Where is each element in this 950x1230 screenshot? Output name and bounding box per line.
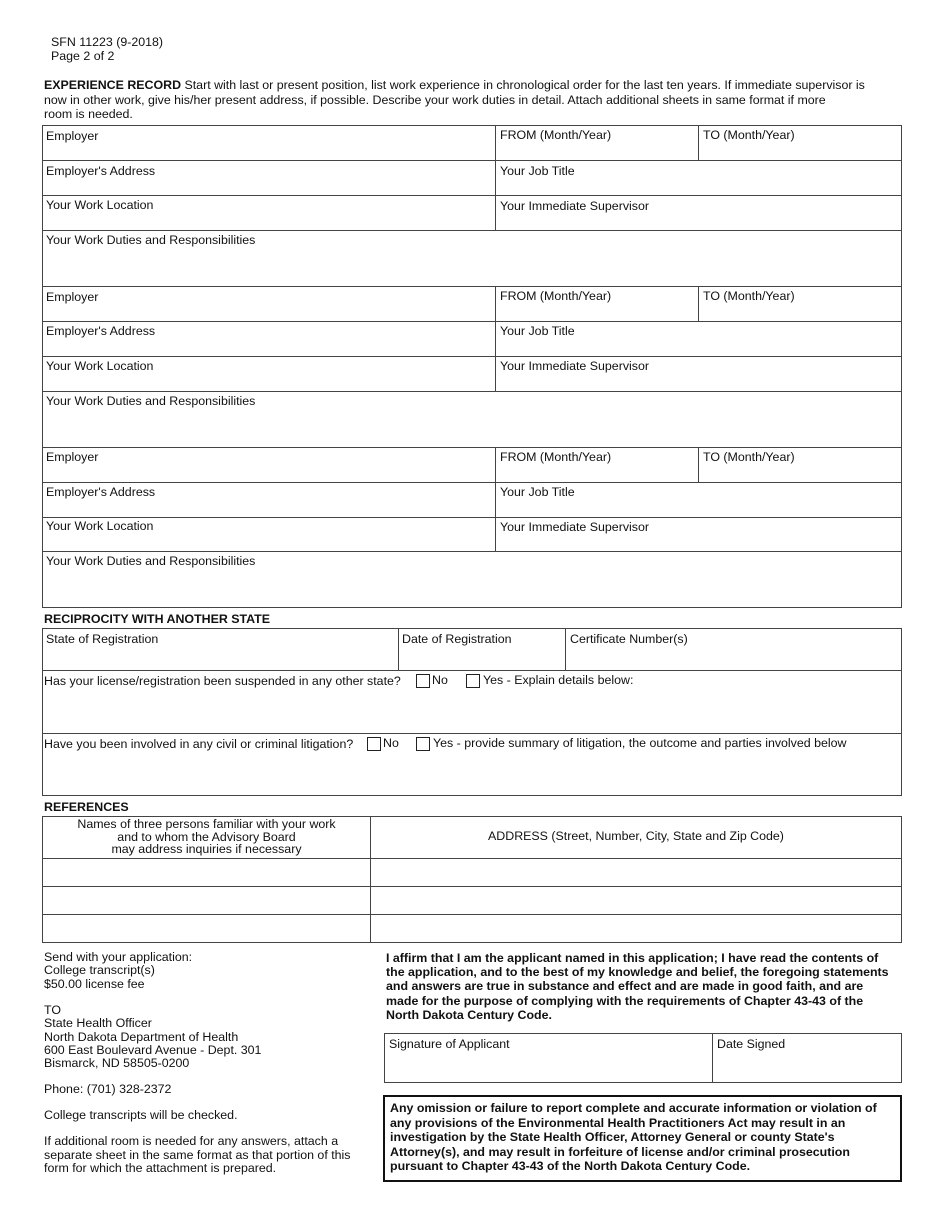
litigation-no-checkbox[interactable]	[367, 737, 381, 751]
experience-intro-line1	[44, 79, 865, 93]
to-date-2-label: TO (Month/Year)	[703, 289, 795, 303]
litigation-question: Have you been involved in any civil or criminal litigation?	[44, 737, 354, 751]
affirmation-statement	[386, 951, 889, 1022]
supervisor-3-label: Your Immediate Supervisor	[500, 520, 649, 534]
experience-intro-text: Start with last or present position, list work experience in chronological order for the last ten years. If immediate supervisor is	[184, 78, 865, 92]
date-signed-label: Date Signed	[717, 1037, 786, 1051]
reference-1-name-field[interactable]	[43, 859, 370, 886]
supervisor-1-label: Your Immediate Supervisor	[500, 199, 649, 213]
reference-2-name-field[interactable]	[43, 887, 370, 914]
work-duties-2-label: Your Work Duties and Responsibilities	[46, 394, 256, 408]
employer-3-label: Employer	[46, 450, 99, 464]
room-line3: form for which the attachment is prepared.	[44, 1161, 277, 1175]
send-line3: $50.00 license fee	[44, 976, 145, 991]
affirm-line1: I affirm that I am the applicant named in this application; I have read the contents of	[386, 951, 879, 965]
employer-2-label: Employer	[46, 290, 99, 304]
employer-address-1-label: Employer's Address	[46, 164, 156, 178]
employer-2-field[interactable]	[43, 287, 495, 321]
reference-3-name-field[interactable]	[43, 915, 370, 942]
from-date-1-label: FROM (Month/Year)	[500, 128, 612, 142]
phone-number: Phone: (701) 328-2372	[44, 1082, 172, 1096]
reference-3-address-field[interactable]	[371, 915, 901, 942]
work-duties-3-label: Your Work Duties and Responsibilities	[46, 554, 256, 568]
work-location-1-label: Your Work Location	[46, 198, 154, 212]
references-names-header	[43, 818, 370, 856]
reference-1-address-field[interactable]	[371, 859, 901, 886]
suspended-explanation-field[interactable]	[43, 692, 901, 733]
names-header-line1: Names of three persons familiar with your work	[77, 817, 336, 831]
warning-line3: investigation by the State Health Officer, Attorney General or county State's	[390, 1130, 835, 1145]
references-title: REFERENCES	[44, 800, 129, 814]
to-date-1-label: TO (Month/Year)	[703, 128, 795, 142]
employer-address-2-label: Employer's Address	[46, 324, 156, 338]
employer-1-field[interactable]	[43, 126, 495, 160]
warning-line1: Any omission or failure to report complete and accurate information or violation of	[390, 1101, 877, 1115]
mail-addr3: 600 East Boulevard Avenue - Dept. 301	[44, 1042, 262, 1057]
suspended-no-checkbox[interactable]	[416, 674, 430, 688]
from-date-2-label: FROM (Month/Year)	[500, 289, 612, 303]
to-date-3-label: TO (Month/Year)	[703, 450, 795, 464]
state-of-registration-label: State of Registration	[46, 632, 159, 646]
employer-3-field[interactable]	[43, 448, 495, 482]
job-title-3-label: Your Job Title	[500, 485, 575, 499]
mail-addr4: Bismarck, ND 58505-0200	[44, 1056, 190, 1071]
mail-addr1: State Health Officer	[44, 1016, 152, 1031]
mail-addr2: North Dakota Department of Health	[44, 1029, 239, 1044]
employer-address-3-label: Employer's Address	[46, 485, 156, 499]
work-location-3-label: Your Work Location	[46, 519, 154, 533]
litigation-summary-field[interactable]	[43, 755, 901, 795]
affirm-line2: the application, and to the best of my knowledge and belief, the foregoing statements	[386, 965, 889, 980]
suspended-yes-label: Yes - Explain details below:	[483, 673, 634, 687]
reciprocity-title: RECIPROCITY WITH ANOTHER STATE	[44, 612, 271, 626]
signature-label: Signature of Applicant	[389, 1037, 510, 1051]
suspended-yes-checkbox[interactable]	[466, 674, 480, 688]
litigation-yes-checkbox[interactable]	[416, 737, 430, 751]
warning-line4: Attorney(s), and may result in forfeiture of license and/or criminal prosecution	[390, 1144, 850, 1159]
affirm-line3: and answers are true in substance and effect and are made in good faith, and are	[386, 979, 864, 994]
warning-text	[390, 1101, 877, 1174]
work-duties-1-label: Your Work Duties and Responsibilities	[46, 233, 256, 247]
room-line2: separate sheet in the same format as that portion of this	[44, 1147, 351, 1162]
affirm-line5: North Dakota Century Code.	[386, 1007, 552, 1022]
send-with-application	[44, 951, 192, 991]
suspended-question: Has your license/registration been suspended in any other state?	[44, 674, 401, 688]
names-header-line3: may address inquiries if necessary	[111, 842, 302, 856]
from-date-3-label: FROM (Month/Year)	[500, 450, 612, 464]
litigation-yes-label: Yes - provide summary of litigation, the outcome and parties involved below	[433, 736, 847, 750]
additional-room-note	[44, 1135, 351, 1176]
certificate-number-label: Certificate Number(s)	[570, 632, 688, 646]
work-location-2-label: Your Work Location	[46, 359, 154, 373]
warning-line5: pursuant to Chapter 43-43 of the North Dakota Century Code.	[390, 1159, 751, 1174]
room-line1: If additional room is needed for any answers, attach a	[44, 1134, 339, 1148]
page-number: Page 2 of 2	[51, 49, 115, 63]
experience-title: EXPERIENCE RECORD	[44, 78, 182, 92]
references-address-header: ADDRESS (Street, Number, City, State and Zip Code)	[488, 829, 784, 843]
date-of-registration-label: Date of Registration	[402, 632, 512, 646]
form-number: SFN 11223 (9-2018)	[51, 35, 164, 49]
experience-intro-line3: room is needed.	[44, 107, 133, 121]
experience-intro-line2: now in other work, give his/her present address, if possible. Describe your work duties in detail. Attach additional sheets in same format if more	[44, 93, 826, 107]
send-line2: College transcript(s)	[44, 963, 155, 978]
send-line1: Send with your application:	[44, 950, 193, 964]
suspended-no-label: No	[432, 673, 448, 687]
employer-1-label: Employer	[46, 129, 99, 143]
job-title-1-label: Your Job Title	[500, 164, 575, 178]
affirm-line4: made for the purpose of complying with the requirements of Chapter 43-43 of the	[386, 993, 864, 1008]
transcripts-note: College transcripts will be checked.	[44, 1108, 238, 1122]
litigation-no-label: No	[383, 736, 399, 750]
reference-2-address-field[interactable]	[371, 887, 901, 914]
job-title-2-label: Your Job Title	[500, 324, 575, 338]
warning-line2: any provisions of the Environmental Health Practitioners Act may result in an	[390, 1115, 846, 1130]
mail-to: TO	[44, 1003, 61, 1017]
mailing-address	[44, 1004, 261, 1070]
names-header-line2: and to whom the Advisory Board	[117, 829, 296, 844]
supervisor-2-label: Your Immediate Supervisor	[500, 359, 649, 373]
